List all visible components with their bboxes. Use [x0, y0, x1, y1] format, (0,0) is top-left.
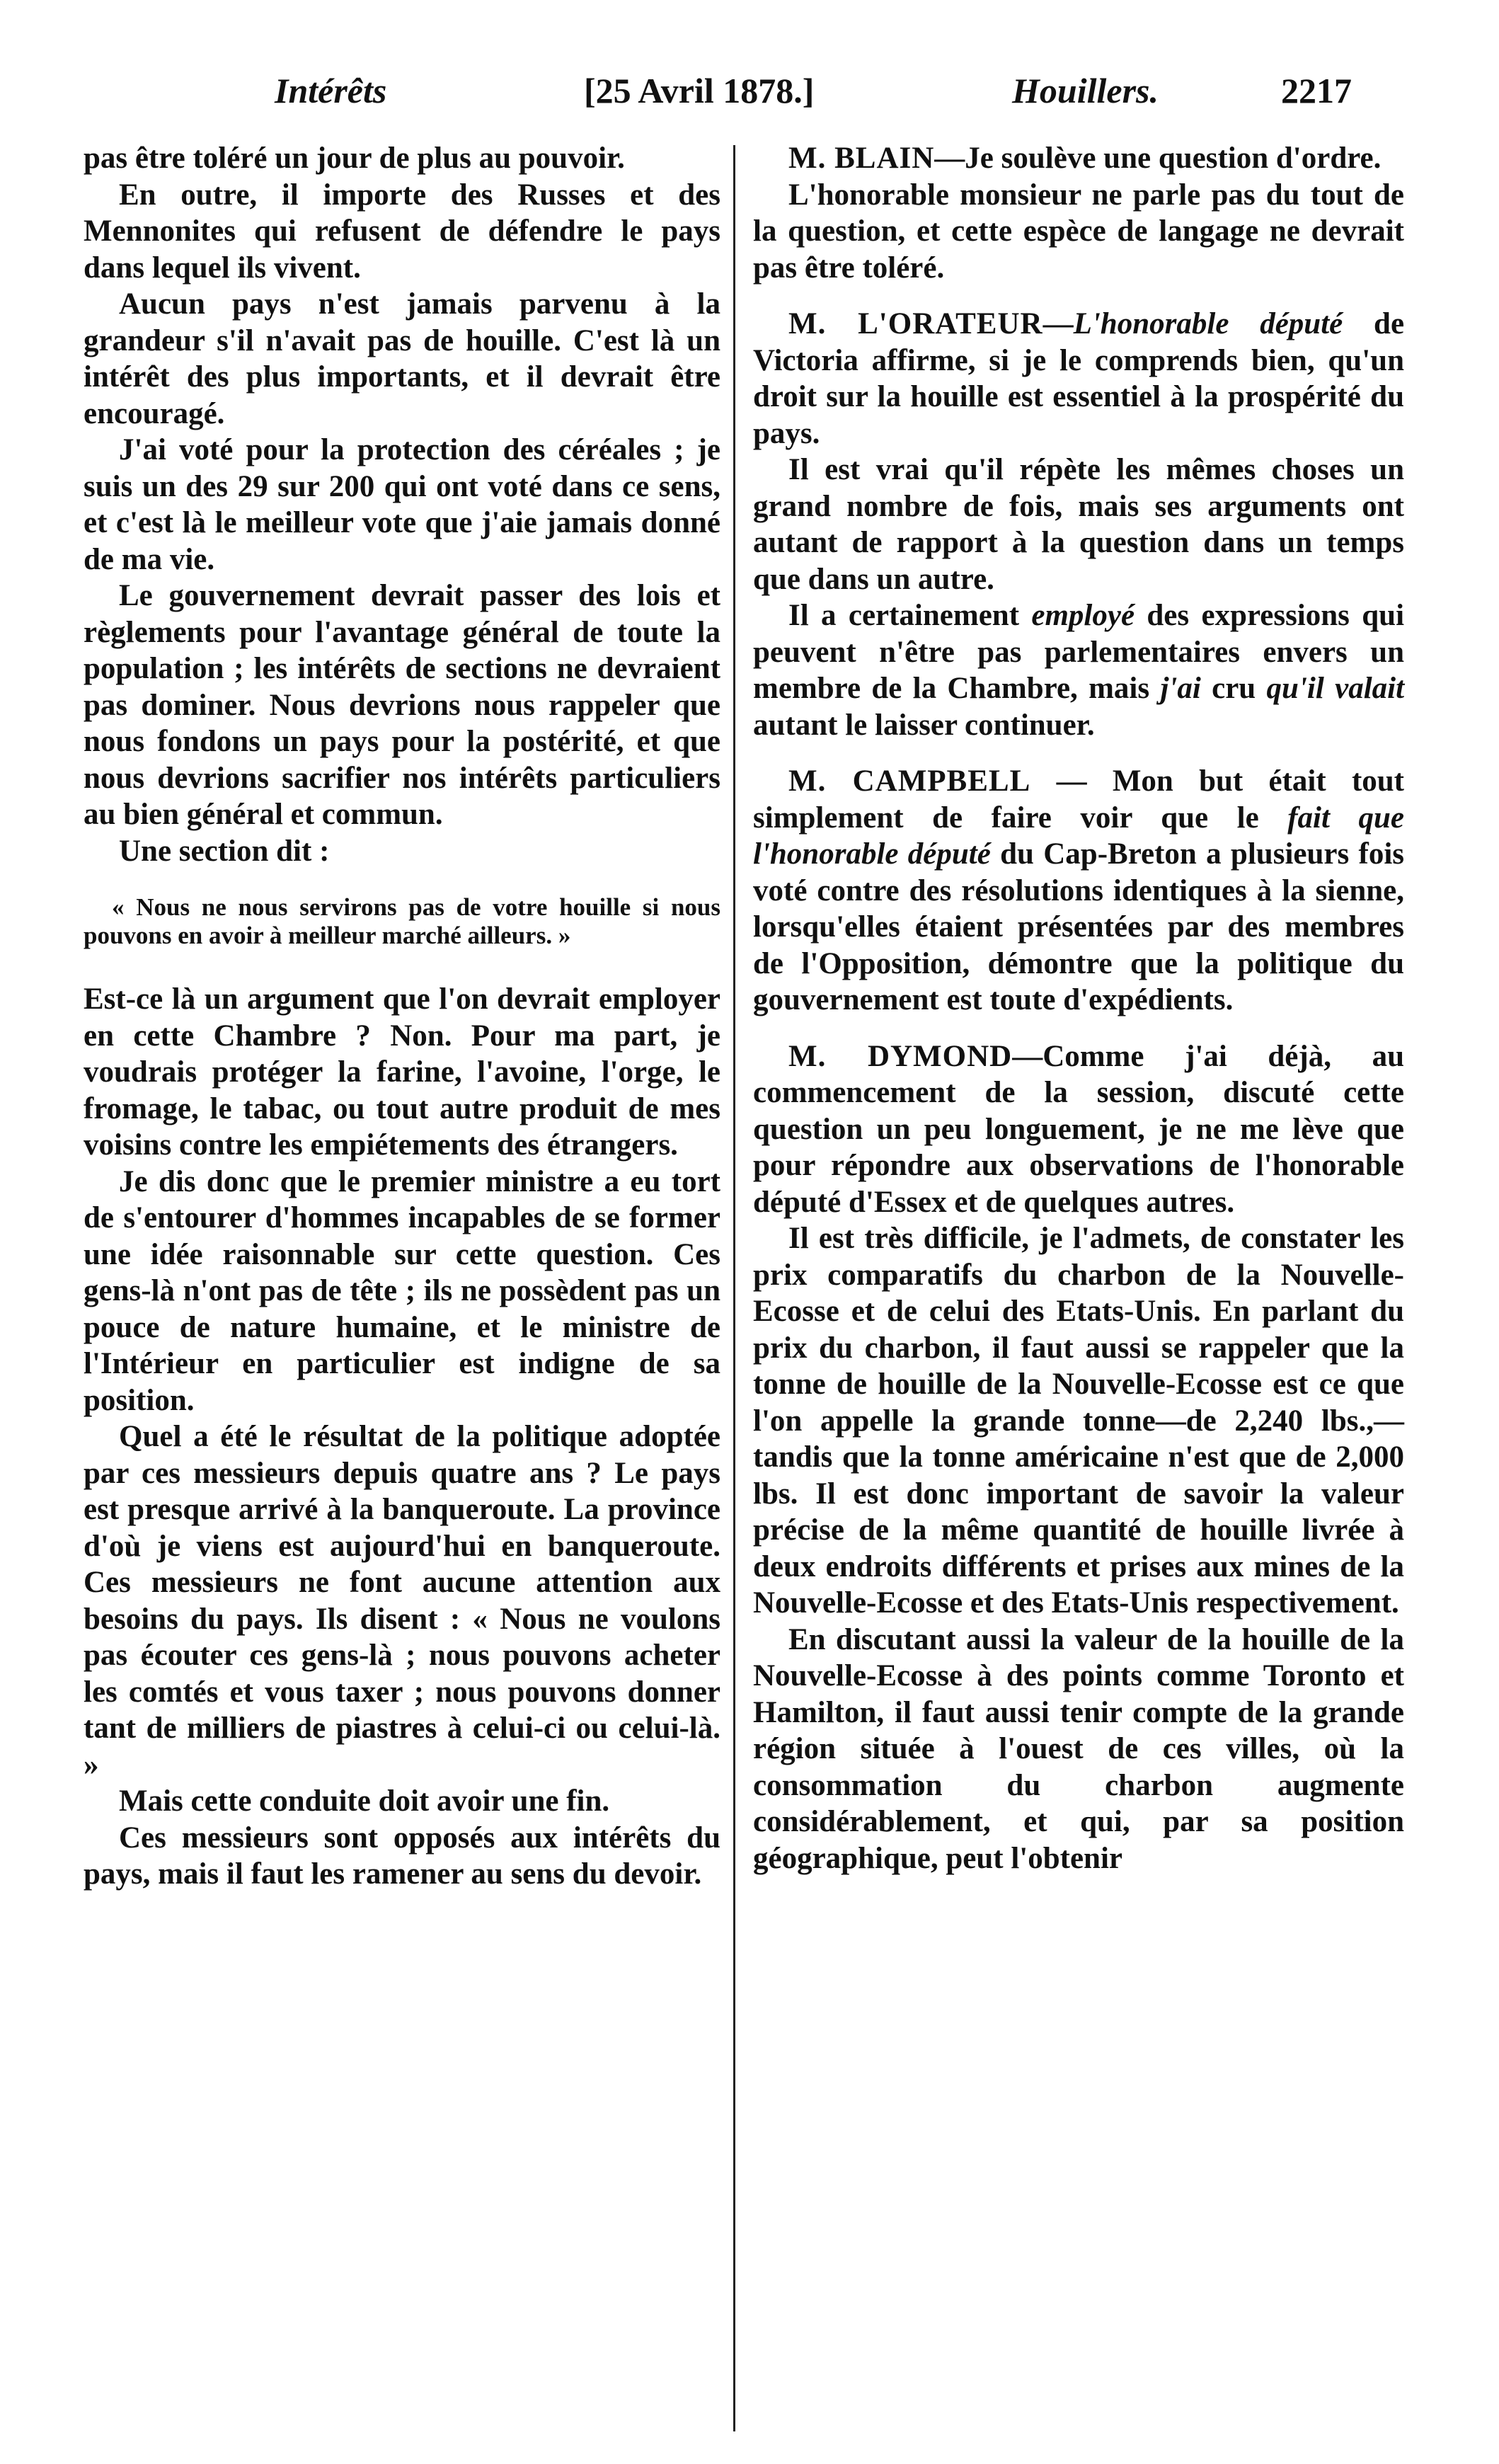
italic-run: employé — [1031, 599, 1135, 632]
speech-text: Mon but était tout simplement de faire voir que le — [753, 764, 1404, 835]
italic-run: j'ai — [1160, 672, 1201, 705]
speech-italic: L'honorable député — [1073, 307, 1343, 340]
header-topic-left: Intérêts — [275, 71, 387, 110]
speech-orateur: M. L'ORATEUR—L'honorable député de Victoria affirme, si je le comprends bien, qu'un droit sur la houille est essentiel à la prospérité du pays. — [753, 307, 1405, 450]
speech-campbell: M. CAMPBELL — Mon but était tout simplement de faire voir que le fait que l'honorable député du Cap-Breton a plusieurs fois voté contre des résolutions identiques à la sienne, lorsqu'elles étaient présentées par des membres de l'Opposition, démontre que la politique du gouvernement est toute d'expédients. — [753, 764, 1405, 1016]
text-run: Il a certainement — [788, 599, 1020, 632]
text-run: des expressions qui peuvent n'être pas parlementaires envers un membre de la Chambre, mais — [753, 599, 1405, 705]
paragraph: Il est très difficile, je l'admets, de constater les prix comparatifs du charbon de la Nouvelle-Ecosse et de celui des Etats-Unis. En parlant du prix du charbon, il faut aussi se rappeler que la tonne de houille de la Nouvelle-Ecosse est ce que l'on appelle la grande tonne—de 2,240 lbs.,—tandis que la tonne américaine n'est que de 2,000 lbs. Il est donc important de savoir la valeur précise de la même quantité de houille livrée à deux endroits différents et prises aux mines de la Nouvelle-Ecosse et des Etats-Unis respectivement. — [753, 1222, 1404, 1620]
paragraph: L'honorable monsieur ne parle pas du tout de la question, et cette espèce de langage ne devrait pas être toléré. — [753, 178, 1404, 285]
speaker-name: M. DYMOND — [788, 1039, 1013, 1073]
speech-blain: M. BLAIN—Je soulève une question d'ordre. — [788, 142, 1382, 175]
paragraph — [753, 597, 1404, 743]
page-header — [85, 62, 1408, 119]
paragraph: J'ai voté pour la protection des céréales ; je suis un des 29 sur 200 qui ont voté dans ce sens, et c'est là le meilleur vote que j'aie jamais donné de ma vie. — [84, 433, 720, 576]
speech-text: de Victoria affirme, si je le comprends bien, qu'un droit sur la houille est essentiel à la prospérité du pays. — [753, 307, 1405, 450]
speech-text: Comme j'ai déjà, au commencement de la session, discuté cette question un peu longuement, je ne me lève que pour répondre aux observations de l'honorable député d'Essex et de quelques autres. — [753, 1039, 1404, 1219]
speech-text: Je soulève une question d'ordre. — [965, 142, 1382, 175]
block-quote: « Nous ne nous servirons pas de votre houille si nous pouvons en avoir à meilleur marché ailleurs. » — [84, 893, 720, 949]
paragraph: Il est vrai qu'il répète les mêmes choses un grand nombre de fois, mais ses arguments ont autant de rapport à la question dans un temps que dans un autre. — [753, 453, 1404, 596]
paragraph: Le gouvernement devrait passer des lois et règlements pour l'avantage général de toute la population ; les intérêts de sections ne devraient pas dominer. Nous devrions nous rappeler que nous fondons un pays pour la postérité, et que nous devrions sacrifier nos intérêts particuliers au bien général et commun. — [84, 579, 720, 831]
paragraph: Une section dit : — [119, 834, 330, 868]
speech-dymond: M. DYMOND—Comme j'ai déjà, au commencement de la session, discuté cette question un peu longuement, je ne me lève que pour répondre aux observations de l'honorable député d'Essex et de quelques autres. — [753, 1039, 1404, 1219]
paragraph: Mais cette conduite doit avoir une fin. — [119, 1784, 610, 1818]
paragraph: En outre, il importe des Russes et des Mennonites qui refusent de défendre le pays dans lequel ils vivent. — [84, 178, 720, 285]
column-divider — [733, 145, 735, 2431]
header-date: [25 Avril 1878.] — [584, 71, 815, 110]
paragraph: Ces messieurs sont opposés aux intérêts du pays, mais il faut les ramener au sens du devoir. — [84, 1821, 720, 1891]
text-run: cru — [1212, 672, 1256, 705]
right-column — [753, 140, 1404, 1876]
speaker-name: M. BLAIN — [788, 142, 935, 175]
speech-italic: fait que l'honorable député — [753, 801, 1404, 871]
italic-run: qu'il valait — [1266, 672, 1405, 705]
paragraph: Je dis donc que le premier ministre a eu tort de s'entourer d'hommes incapables de se former une idée raisonnable sur cette question. Ces gens-là n'ont pas de tête ; ils ne possèdent pas un pouce de nature humaine, et le ministre de l'Intérieur en particulier est indigne de sa position. — [84, 1164, 720, 1417]
paragraph: En discutant aussi la valeur de la houille de la Nouvelle-Ecosse à des points comme Toronto et Hamilton, il faut aussi tenir compte de la grande région située à l'ouest de ces villes, où la consommation du charbon augmente considérablement, et qui, par sa position géographique, peut l'obtenir — [753, 1622, 1404, 1875]
left-column — [84, 140, 720, 1893]
speech-text: du Cap-Breton a plusieurs fois voté contre des résolutions identiques à la sienne, lorsqu'elles étaient présentées par des membres de l'Opposition, démontre que la politique du gouvernement est toute d'expédients. — [753, 837, 1405, 1016]
text-run: autant le laisser continuer. — [753, 708, 1095, 742]
page-number: 2217 — [1281, 71, 1352, 110]
speaker-name: M. L'ORATEUR — [788, 307, 1043, 340]
header-topic-right: Houillers. — [1012, 71, 1159, 110]
paragraph: Est-ce là un argument que l'on devrait employer en cette Chambre ? Non. Pour ma part, je voudrais protéger la farine, l'avoine, l'orge, le fromage, le tabac, ou tout autre produit de mes voisins contre les empiétements des étrangers. — [84, 982, 720, 1162]
paragraph: Aucun pays n'est jamais parvenu à la grandeur s'il n'avait pas de houille. C'est là un intérêt des plus importants, et il devrait être encouragé. — [84, 287, 720, 430]
speaker-name: M. CAMPBELL — [788, 764, 1031, 798]
paragraph: Quel a été le résultat de la politique adoptée par ces messieurs depuis quatre ans ? Le pays est presque arrivé à la banqueroute. La province d'où je viens est aujourd'hui en banqueroute. Ces messieurs ne font aucune attention aux besoins du pays. Ils disent : « Nous ne voulons pas écouter ces gens-là ; nous pouvons acheter les comtés et vous taxer ; nous pouvons donner tant de milliers de piastres à celui-ci ou celui-là. » — [84, 1420, 720, 1782]
paragraph: pas être toléré un jour de plus au pouvoir. — [84, 142, 625, 175]
